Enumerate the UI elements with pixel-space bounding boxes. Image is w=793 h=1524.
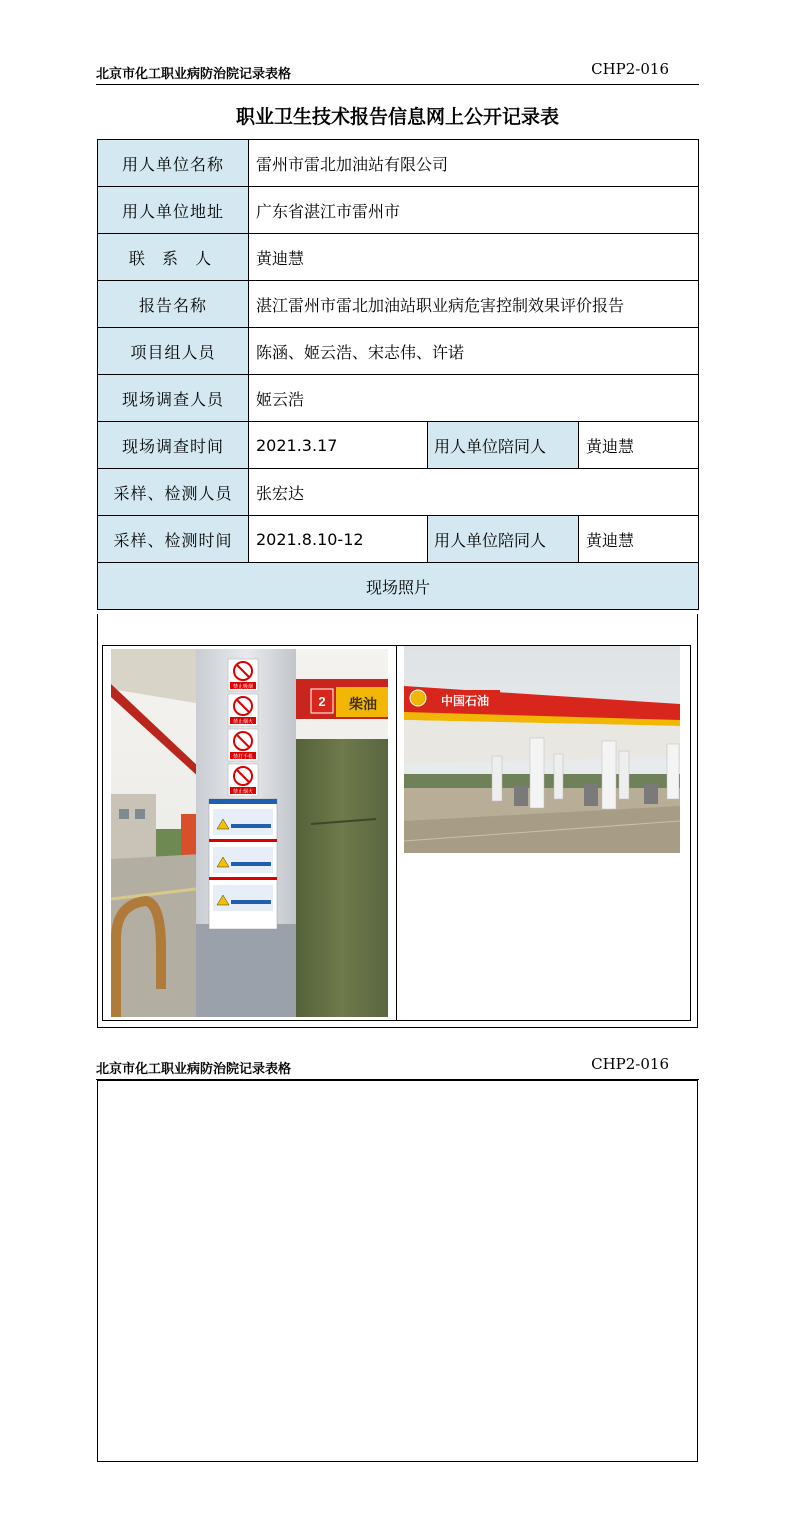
photo-area — [97, 614, 698, 1028]
row-photos-header — [98, 563, 699, 610]
row-survey-staff — [98, 375, 699, 422]
pump-number: 2 — [318, 694, 326, 709]
sign-2: 禁止烟火 — [232, 719, 254, 725]
photo-divider — [396, 646, 397, 1020]
document-title: 职业卫生技术报告信息网上公开记录表 — [235, 106, 559, 128]
label-employer-address: 用人单位地址 — [98, 187, 249, 234]
sign-4: 禁止烟火 — [232, 789, 254, 795]
label-sampling-time: 采样、检测时间 — [98, 516, 249, 563]
label-contact: 联 系 人 — [98, 234, 249, 281]
label-report-name: 报告名称 — [98, 281, 249, 328]
sign-3: 禁打手机 — [232, 754, 254, 760]
value-team: 陈涵、姬云浩、宋志伟、许诺 — [249, 328, 699, 375]
row-report-name — [98, 281, 699, 328]
value-sampling-staff: 张宏达 — [249, 469, 699, 516]
header-org-2: 北京市化工职业病防治院记录表格 — [96, 1062, 292, 1077]
value-sampling-time: 2021.8.10-12 — [249, 516, 428, 563]
header-code-2: CHP2-016 — [591, 1055, 669, 1073]
value-sampling-companion: 黄迪慧 — [579, 516, 699, 563]
value-employer-address: 广东省湛江市雷州市 — [249, 187, 699, 234]
header-code: CHP2-016 — [591, 60, 669, 78]
value-employer-name: 雷州市雷北加油站有限公司 — [249, 140, 699, 187]
label-sampling-companion: 用人单位陪同人 — [428, 516, 579, 563]
label-employer-name: 用人单位名称 — [98, 140, 249, 187]
label-survey-time: 现场调查时间 — [98, 422, 249, 469]
value-survey-time: 2021.3.17 — [249, 422, 428, 469]
value-survey-companion: 黄迪慧 — [579, 422, 699, 469]
row-sampling-staff — [98, 469, 699, 516]
value-contact: 黄迪慧 — [249, 234, 699, 281]
row-team — [98, 328, 699, 375]
header-org: 北京市化工职业病防治院记录表格 — [96, 67, 292, 82]
value-survey-staff: 姬云浩 — [249, 375, 699, 422]
page-2-blank-box — [97, 1080, 698, 1462]
photo-pillar-signs — [111, 649, 388, 1017]
sign-1: 禁止吸烟 — [232, 684, 254, 690]
photo-frame — [102, 645, 691, 1021]
page-header — [96, 60, 699, 85]
page-2-header — [96, 1055, 699, 1080]
notice-board — [209, 799, 277, 929]
value-report-name: 湛江雷州市雷北加油站职业病危害控制效果评价报告 — [249, 281, 699, 328]
label-survey-companion: 用人单位陪同人 — [428, 422, 579, 469]
row-survey-time — [98, 422, 699, 469]
row-employer-address — [98, 187, 699, 234]
record-table — [97, 139, 699, 610]
photos-section-title: 现场照片 — [98, 563, 699, 610]
label-team: 项目组人员 — [98, 328, 249, 375]
pump-label: 柴油 — [349, 697, 377, 713]
photo-gas-station — [404, 646, 680, 853]
label-survey-staff: 现场调查人员 — [98, 375, 249, 422]
row-contact — [98, 234, 699, 281]
row-sampling-time — [98, 516, 699, 563]
label-sampling-staff: 采样、检测人员 — [98, 469, 249, 516]
brand-label: 中国石油 — [440, 694, 490, 708]
row-employer-name — [98, 140, 699, 187]
